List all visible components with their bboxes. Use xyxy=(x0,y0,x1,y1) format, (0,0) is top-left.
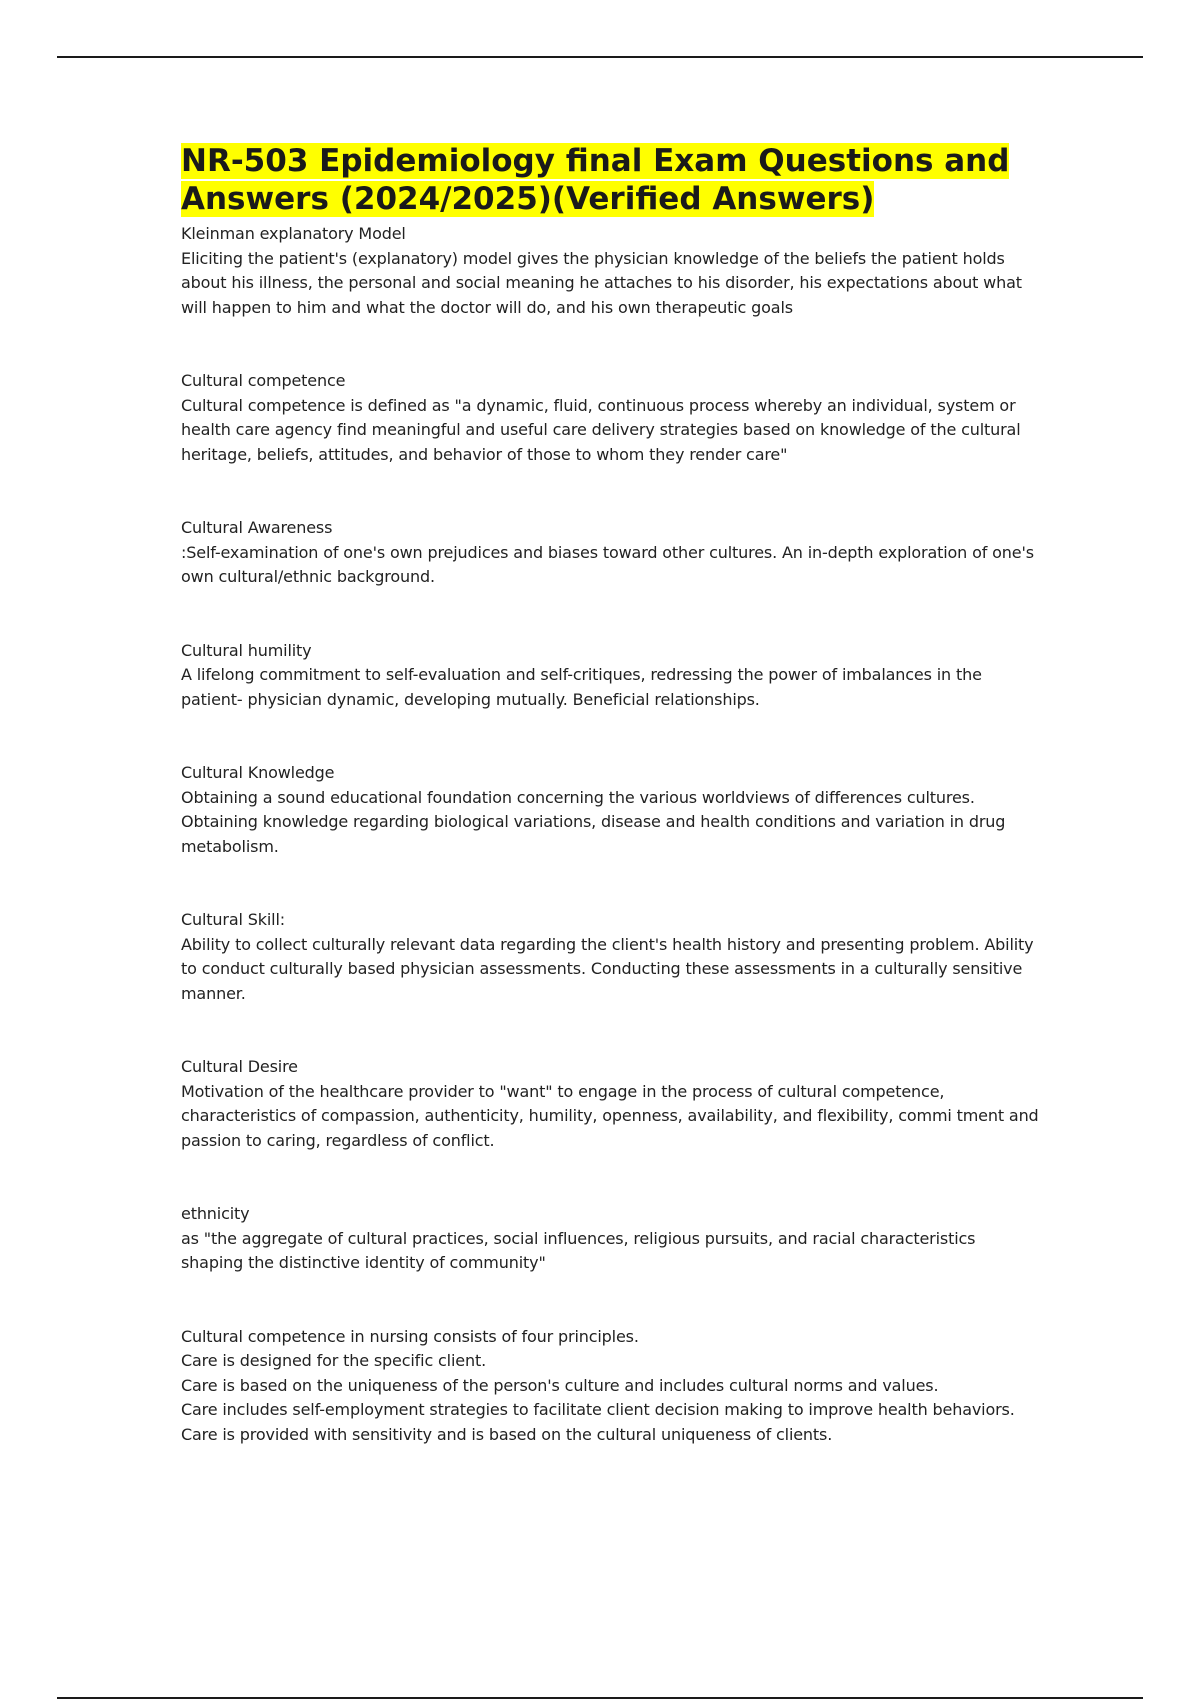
entry-term: Cultural Desire xyxy=(181,1057,298,1076)
qa-entry xyxy=(181,761,1041,859)
qa-entry xyxy=(181,1055,1041,1153)
principle-item: Care includes self-employment strategies to facilitate client decision making to improve health behaviors. xyxy=(181,1400,1015,1419)
document-body xyxy=(181,142,1041,1447)
entry-definition: Ability to collect culturally relevant data regarding the client's health history and presenting problem. Ability to conduct culturally based physician assessments. Conducting these assessments in a culturally sensitive manner. xyxy=(181,934,1034,1003)
entry-definition: Cultural competence is defined as "a dynamic, fluid, continuous process whereby an individual, system or health care agency find meaningful and useful care delivery strategies based on knowledge of the cultural heritage, beliefs, attitudes, and behavior of those to whom they render care" xyxy=(181,395,1021,464)
qa-entry xyxy=(181,908,1041,1006)
title-highlight: NR-503 Epidemiology final Exam Questions and Answers (2024/2025)(Verified Answers) xyxy=(181,143,1010,217)
principles-block xyxy=(181,1325,1041,1448)
entry-term: Kleinman explanatory Model xyxy=(181,224,406,243)
principle-item: Care is provided with sensitivity and is based on the cultural uniqueness of clients. xyxy=(181,1424,833,1444)
entry-definition: Motivation of the healthcare provider to "want" to engage in the process of cultural competence, characteristics of compassion, authenticity, humility, openness, availability, and flexibility, commi tment and passion to caring, regardless of conflict. xyxy=(181,1081,1039,1150)
qa-entry xyxy=(181,222,1041,320)
entry-definition: :Self-examination of one's own prejudices and biases toward other cultures. An in-depth exploration of one's own cultural/ethnic background. xyxy=(181,542,1034,586)
entry-term: Cultural Skill: xyxy=(181,910,285,929)
document-title xyxy=(181,142,1041,218)
bottom-rule xyxy=(57,1697,1143,1699)
entry-definition: Eliciting the patient's (explanatory) model gives the physician knowledge of the beliefs the patient holds about his illness, the personal and social meaning he attaches to his disorder, his expectations about what will happen to him and what the doctor will do, and his own therapeutic goals xyxy=(181,248,1022,317)
principle-item: Care is designed for the specific client. xyxy=(181,1351,487,1370)
entry-term: Cultural competence xyxy=(181,371,346,390)
principle-item: Care is based on the uniqueness of the person's culture and includes cultural norms and values. xyxy=(181,1375,939,1395)
entry-term: Cultural Awareness xyxy=(181,518,333,537)
top-rule xyxy=(57,56,1143,58)
qa-entry xyxy=(181,639,1041,713)
entry-term: Cultural Knowledge xyxy=(181,763,335,782)
entry-definition: A lifelong commitment to self-evaluation and self-critiques, redressing the power of imbalances in the patient- physician dynamic, developing mutually. Beneficial relationships. xyxy=(181,665,982,709)
entry-definition: Obtaining a sound educational foundation concerning the various worldviews of differences cultures. Obtaining knowledge regarding biological variations, disease and health conditions and variation in drug metabolism. xyxy=(181,787,1006,856)
qa-entry xyxy=(181,516,1041,590)
entry-definition: as "the aggregate of cultural practices, social influences, religious pursuits, and racial characteristics shaping the distinctive identity of community" xyxy=(181,1228,976,1272)
qa-entry xyxy=(181,369,1041,467)
entry-term: ethnicity xyxy=(181,1204,250,1223)
principles-heading: Cultural competence in nursing consists of four principles. xyxy=(181,1326,639,1346)
qa-entry xyxy=(181,1202,1041,1276)
entry-term: Cultural humility xyxy=(181,640,312,660)
